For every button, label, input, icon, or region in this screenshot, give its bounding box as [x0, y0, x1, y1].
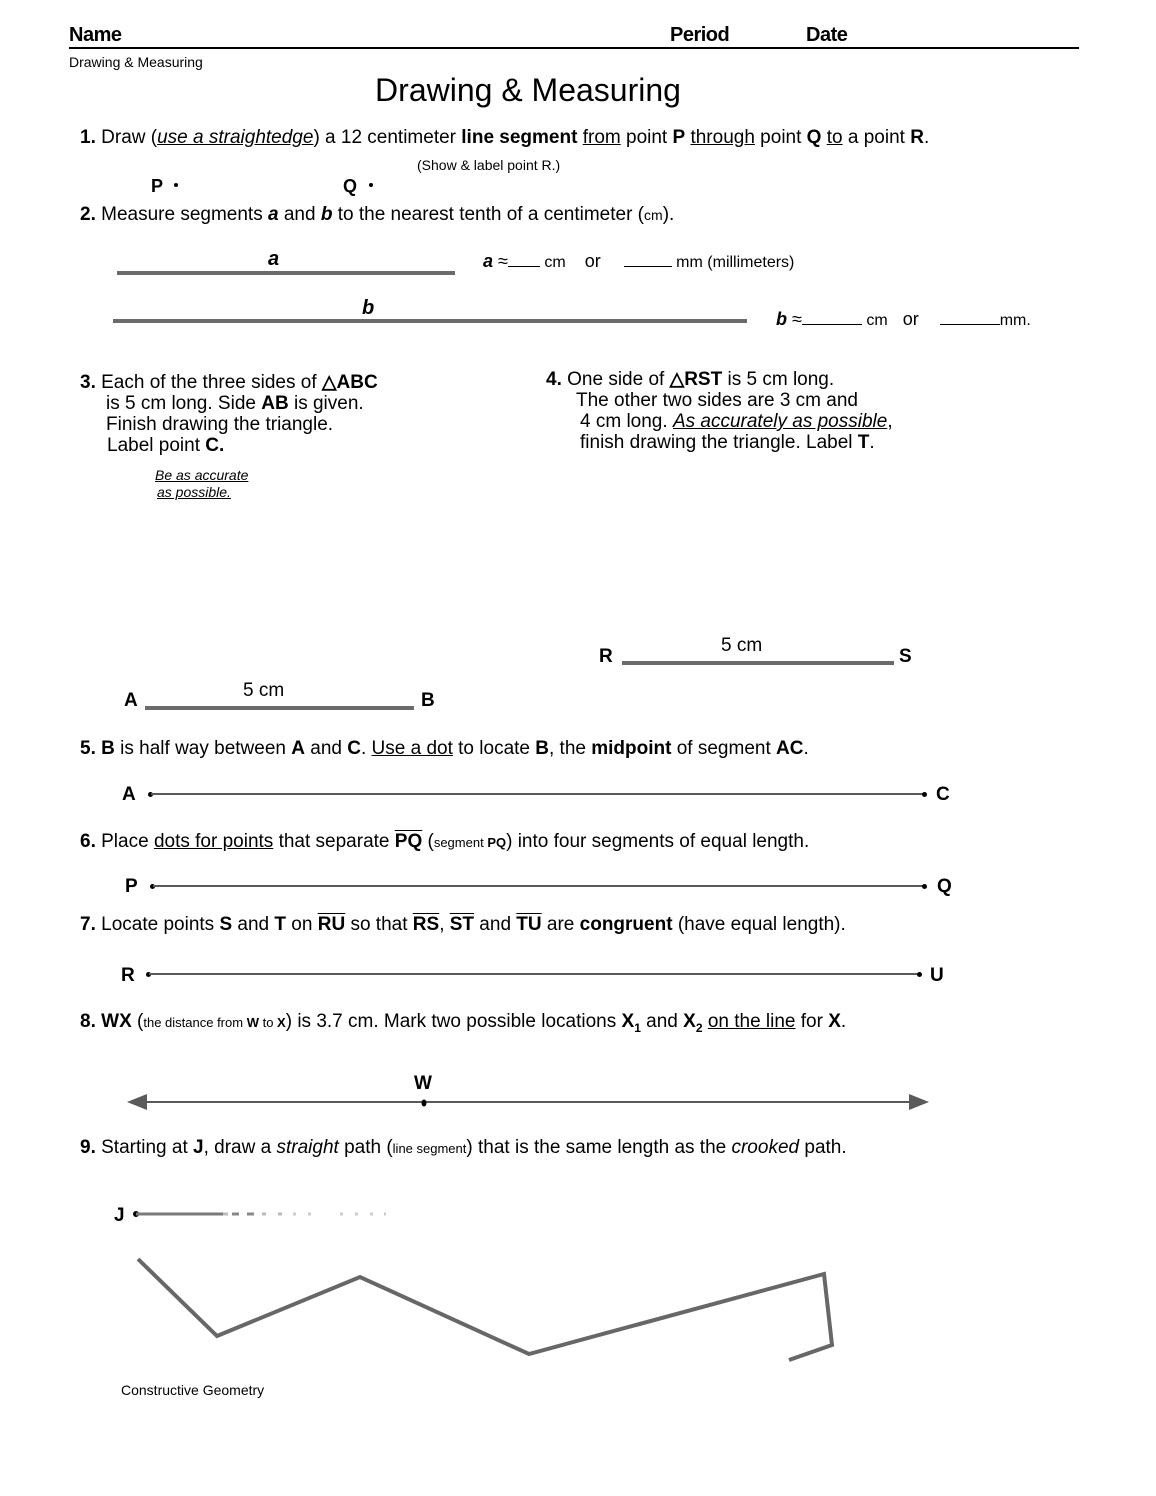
point-c-label: C: [936, 784, 950, 805]
segment-ru: [149, 973, 919, 975]
answer-b: b ≈ cm or mm.: [776, 309, 1031, 329]
period-label: Period: [670, 24, 730, 46]
name-label: Name: [69, 24, 122, 46]
footer-text: Constructive Geometry: [121, 1382, 265, 1398]
arrow-right-icon: [909, 1094, 929, 1110]
point-q-dot: [922, 884, 927, 889]
answer-a: a ≈ cm or mm (millimeters): [483, 251, 795, 271]
segment-ab-length: 5 cm: [243, 680, 285, 701]
point-a-label: A: [122, 784, 136, 805]
segment-ab: [145, 706, 414, 710]
point-r-label: R: [599, 646, 613, 667]
q3-note: Be as accurate as possible.: [155, 467, 249, 500]
point-b-label: B: [421, 690, 435, 711]
answer-a-cm-blank[interactable]: [508, 252, 540, 267]
point-q-label: Q: [937, 876, 952, 897]
segment-pq: [153, 885, 924, 887]
segment-a: [117, 271, 455, 275]
arrow-left-icon: [127, 1094, 147, 1110]
question-6: 6. Place dots for points that separate $\overline{PQ}$ (segment PQ) into four segments of equal length.: [80, 831, 810, 852]
point-q-label: Q: [343, 176, 358, 196]
point-p-label: P: [125, 876, 138, 897]
point-j-dot: [133, 1211, 139, 1217]
point-j-label: J: [114, 1205, 125, 1226]
segment-a-label: a: [268, 248, 280, 270]
segment-rs-length: 5 cm: [721, 635, 763, 656]
point-u-dot: [917, 972, 922, 977]
header-subtitle: Drawing & Measuring: [69, 54, 203, 70]
header-rule: [69, 47, 1079, 49]
segment-b-label: b: [362, 297, 375, 319]
q1-note: (Show & label point R.): [417, 157, 561, 173]
point-u-label: U: [930, 965, 944, 986]
page-title: Drawing & Measuring: [375, 72, 681, 108]
crooked-path: [138, 1259, 832, 1360]
answer-b-mm-blank[interactable]: [940, 310, 1000, 325]
answer-a-mm-blank[interactable]: [624, 252, 672, 267]
segment-rs: [622, 661, 894, 665]
question-7: 7. Locate points S and T on $\overline{RU}$ so that $\overline{RS}$, $\overline{ST}$ and $\overline{TU}$ are congruent (have equal length).: [80, 914, 846, 935]
question-5: 5. B is half way between A and C. Use a dot to locate B, the midpoint of segment AC.: [80, 738, 809, 759]
question-1: 1. Draw (use a straightedge) a 12 centimeter line segment from point P through point Q to a point R.: [80, 127, 930, 148]
segment-b: [113, 319, 747, 323]
question-3: 3. Each of the three sides of △ABC is 5 cm long. Side AB is given. Finish drawing the triangle. Label point C.: [80, 372, 378, 456]
point-s-label: S: [899, 646, 912, 667]
point-q-dot: [369, 183, 373, 187]
point-p-dot: [174, 183, 178, 187]
segment-ac: [151, 793, 924, 795]
question-4: 4. One side of △RST is 5 cm long. The other two sides are 3 cm and 4 cm long. As accurately as possible, finish drawing the triangle. Label T.: [546, 369, 893, 453]
point-w-dot: [422, 1100, 427, 1107]
point-a-label: A: [124, 690, 138, 711]
question-8: 8. WX (the distance from W to X) is 3.7 cm. Mark two possible locations $X_1$ and $X_2$ on the line for X.: [80, 1011, 847, 1035]
point-r-label: R: [121, 965, 135, 986]
point-c-dot: [922, 792, 927, 797]
question-9: 9. Starting at J, draw a straight path (line segment) that is the same length as the crooked path.: [80, 1137, 847, 1158]
point-p-label: P: [151, 176, 164, 196]
date-label: Date: [806, 24, 848, 46]
point-w-label: W: [414, 1073, 432, 1094]
question-2: 2. Measure segments a and b to the nearest tenth of a centimeter (cm).: [80, 204, 675, 225]
answer-b-cm-blank[interactable]: [802, 310, 862, 325]
